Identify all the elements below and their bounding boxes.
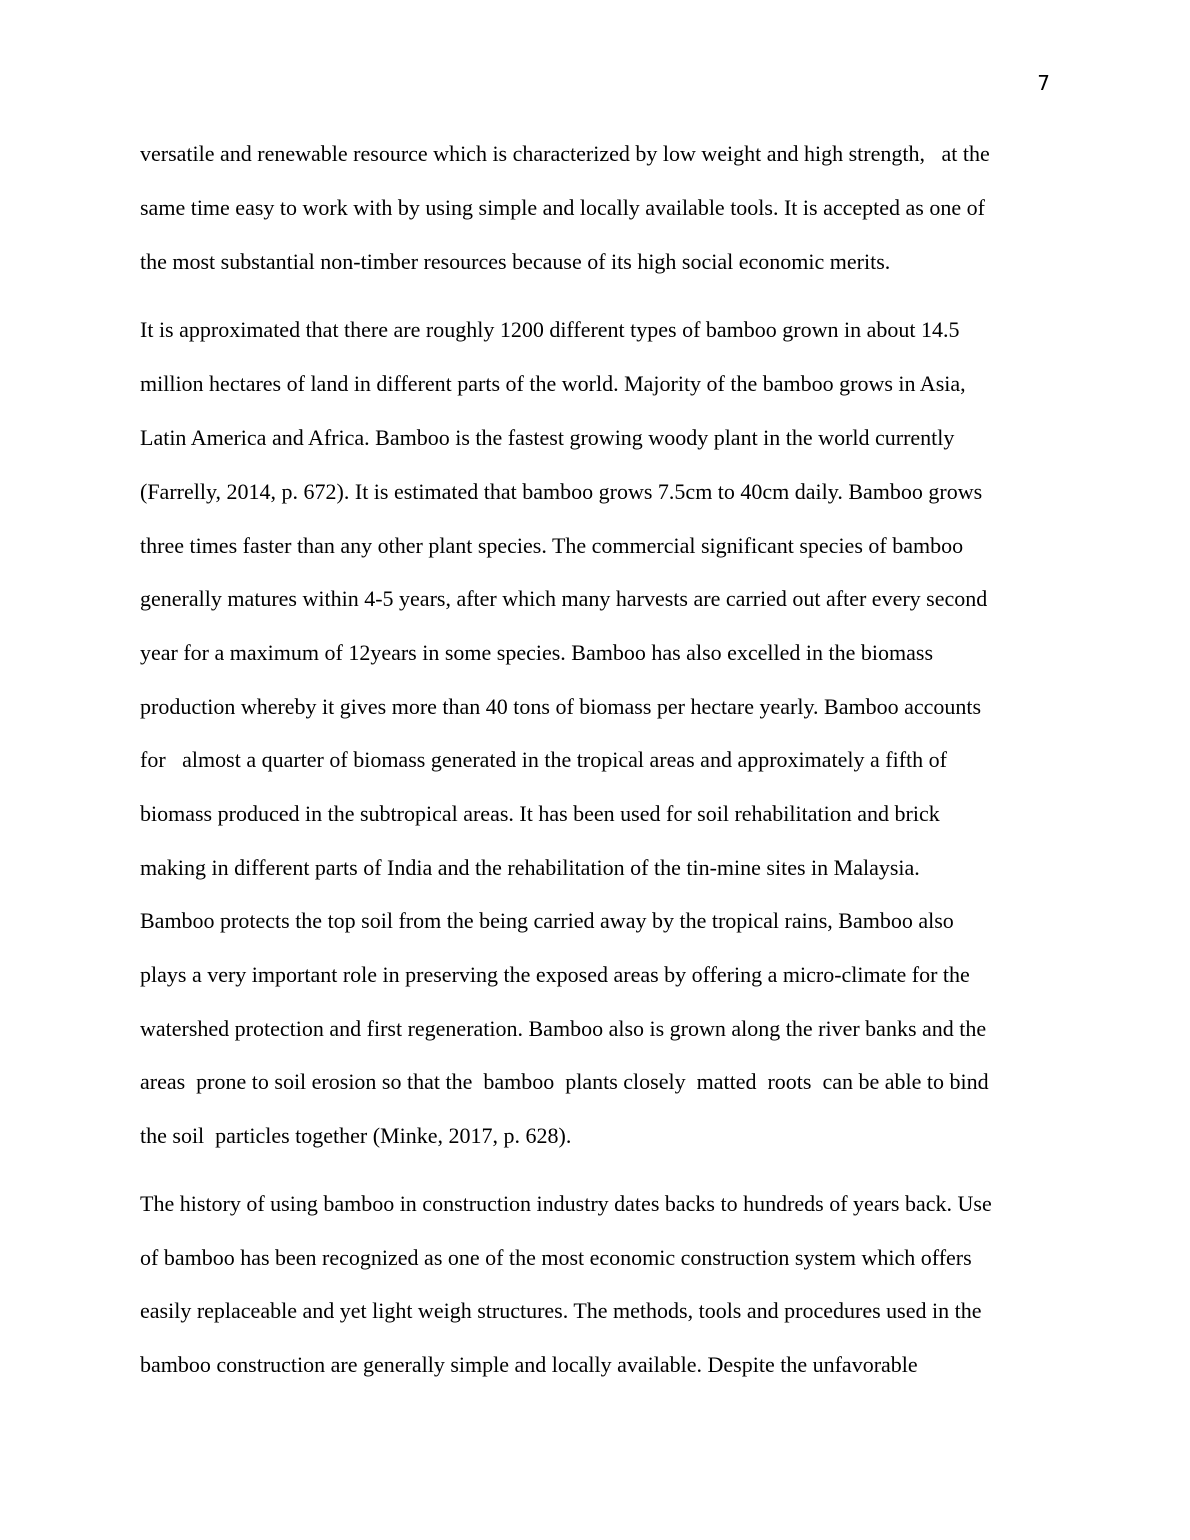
text-line: versatile and renewable resource which is characterized by low weight and high strength, at the (140, 141, 990, 166)
text-line: year for a maximum of 12years in some species. Bamboo has also excelled in the biomass (140, 640, 934, 665)
text-line: easily replaceable and yet light weigh structures. The methods, tools and procedures used in the (140, 1298, 982, 1323)
text-line: watershed protection and first regeneration. Bamboo also is grown along the river banks and the (140, 1016, 987, 1041)
text-line: three times faster than any other plant species. The commercial significant species of bamboo (140, 533, 964, 558)
page-number: 7 (1037, 71, 1050, 95)
text-line: areas prone to soil erosion so that the bamboo plants closely matted roots can be able to bind (140, 1069, 989, 1094)
text-line: bamboo construction are generally simple and locally available. Despite the unfavorable (140, 1352, 918, 1377)
text-line: same time easy to work with by using simple and locally available tools. It is accepted as one of (140, 195, 985, 220)
text-line: the soil particles together (Minke, 2017, p. 628). (140, 1123, 572, 1148)
text-line: biomass produced in the subtropical areas. It has been used for soil rehabilitation and brick (140, 801, 940, 826)
text-line: for almost a quarter of biomass generated in the tropical areas and approximately a fifth of (140, 747, 947, 772)
text-line: million hectares of land in different parts of the world. Majority of the bamboo grows in Asia, (140, 371, 966, 396)
text-line: plays a very important role in preserving the exposed areas by offering a micro-climate for the (140, 962, 970, 987)
text-line: Latin America and Africa. Bamboo is the fastest growing woody plant in the world currently (140, 425, 955, 450)
text-line: of bamboo has been recognized as one of the most economic construction system which offers (140, 1245, 972, 1270)
text-line: the most substantial non-timber resources because of its high social economic merits. (140, 249, 891, 274)
text-line: making in different parts of India and the rehabilitation of the tin-mine sites in Malaysia. (140, 855, 920, 880)
text-line: (Farrelly, 2014, p. 672). It is estimated that bamboo grows 7.5cm to 40cm daily. Bamboo grows (140, 479, 983, 504)
text-line: generally matures within 4-5 years, after which many harvests are carried out after every second (140, 586, 988, 611)
text-line: It is approximated that there are roughly 1200 different types of bamboo grown in about 14.5 (140, 317, 960, 342)
text-line: Bamboo protects the top soil from the being carried away by the tropical rains, Bamboo also (140, 908, 954, 933)
text-line: production whereby it gives more than 40 tons of biomass per hectare yearly. Bamboo accounts (140, 694, 982, 719)
text-line: The history of using bamboo in construction industry dates backs to hundreds of years back. Use (140, 1191, 992, 1216)
